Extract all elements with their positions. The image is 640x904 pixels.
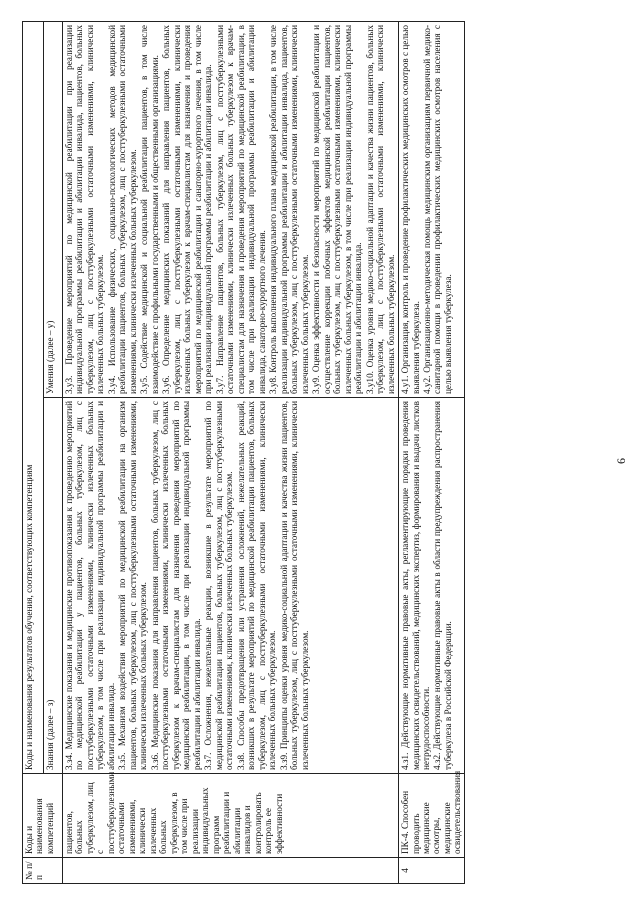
knowledge-item: 3.з6. Медицинские показания для направления пациентов, больных туберкулезом, лиц с посттуберкулезными остаточными изменениями, клинически излеченных больных туберкулезом к врачам-специалистам для назначения проведения мероприятий по медицинской реабилитации, в том числе при реализации индивидуальной программы реабилитации и абилитации инвалида.: [149, 401, 202, 770]
page-number: 6: [614, 458, 628, 464]
skill-item: 3.у7. Направление пациентов, больных туберкулезом, лиц с посттуберкулезными остаточными изменениями, клинически излеченных больных туберкулезом к врачам-специалистам для назначения и проведения мероприятий по медицинской реабилитации, в том числе при реализации индивидуальной программы реабилитации и абилитации инвалида, санаторно-курортного лечения.: [214, 24, 267, 394]
skill-item: 3.у10. Оценка уровня медико-социальной адаптации и качества жизни пациентов, больных туберкулезом, лиц с посттуберкулезными остаточными изменениями, клинически излеченных больных туберкулезом.: [364, 24, 396, 394]
skill-item: 3.у4. Использование физических, социально-психологических методов медицинской реабилитации пациентов, больных туберкулезом, лиц с посттуберкулезными остаточными изменениями, клинически излеченных больных туберкулезом.: [106, 24, 138, 394]
knowledge-cell: [63, 398, 399, 774]
knowledge-item: 4.з1. Действующие нормативные правовые акты, регламентирующие порядки проведения медицинских освидетельствований, медицинских экспертиз, формирования и выдачи листков нетрудоспособности.: [400, 401, 431, 770]
skills-cell: [399, 21, 465, 397]
header-skills: Умения (далее – у): [44, 21, 63, 397]
knowledge-item: 3.з8. Способы предотвращения или устранения осложнений, нежелательных реакций, возникших в результате мероприятий по медицинской реабилитации пациентов, больных туберкулезом, лиц с посттуберкулезными остаточными изменениями, клинически излеченных больных туберкулезом.: [235, 401, 278, 770]
table-header-row-2: [44, 21, 63, 883]
header-results: Коды и наименования результатов обучения, соответствующих компетенциям: [23, 21, 44, 773]
competency-cell: пациентов, больных туберкулезом, лиц с посттуберкулезными остаточными изменениями, клинически излеченных больных туберкулезом, в том числе при реализации индивидуальных программ реабилитации и абилитации инвалидов и контролировать контроль ее эффективности: [63, 774, 399, 858]
table-header-row-1: [23, 21, 44, 883]
skill-item: 3.у9. Оценка эффективности и безопасности мероприятий по медицинской реабилитации и осуществление коррекции побочных эффектов медицинской реабилитации пациентов, больных туберкулезом, лиц с посттуберкулезными остаточными изменениями, клинически излеченных больных туберкулезом, в том числе при реализации индивидуальной программы реабилитации и абилитации инвалида.: [311, 24, 364, 394]
knowledge-cell: [399, 398, 465, 774]
knowledge-item: 3.з4. Медицинские показания и медицинские противопоказания к проведению мероприятий по медицинской реабилитации у пациентов, больных туберкулезом, лиц с посттуберкулезными остаточными изменениями, клинически излеченных больных туберкулезом, в том числе при реализации индивидуальной программы реабилитации и абилитации инвалида.: [64, 401, 116, 770]
competency-table: [22, 21, 465, 884]
knowledge-item: 3.з5. Механизм воздействия мероприятий по медицинской реабилитации на организм пациентов, больных туберкулезом, лиц с посттуберкулезными остаточными изменениями, клинически излеченных больных туберкулезом.: [117, 401, 149, 770]
competency-cell: ПК-4. Способен проводить медицинские осмотры, медицинские освидетельствования: [399, 774, 465, 858]
knowledge-item: 3.з9. Принципы оценки уровня медико-социальной адаптации и качества жизни пациентов, больных туберкулезом, лиц с посттуберкулезными остаточными изменениями, клинически излеченных больных туберкулезом.: [278, 401, 310, 770]
skill-item: 3.у5. Содействие медицинской и социальной реабилитации пациентов, в том числе взаимодействие с профильными государственными и общественными организациями.: [139, 24, 160, 394]
header-knowledge: Знания (далее – з): [44, 398, 63, 774]
row-number: [63, 858, 399, 884]
skill-item: 4.у1. Организация, контроль и проведение профилактических медицинских осмотров с целью выявления туберкулеза.: [400, 24, 421, 394]
header-competency: Коды и наименования компетенций: [23, 774, 63, 858]
knowledge-item: 4.з2. Действующие нормативные правовые акты в области предупреждения распространения туберкулеза в Российской Федерации.: [432, 401, 453, 770]
row-number: 4: [399, 858, 465, 884]
header-number: № п/п: [23, 858, 63, 884]
skill-item: 3.у6. Определение медицинских показаний для направления пациентов, больных туберкулезом, лиц с посттуберкулезными остаточными изменениями, клинически излеченных больных туберкулезом к врачам-специалистам для назначения и проведения мероприятий по медицинской реабилитации и санаторно-курортного лечения, в том числе при реализации индивидуальной программы реабилитации и абилитации инвалида.: [161, 24, 214, 394]
skill-item: 3.у3. Проведение мероприятий по медицинской реабилитации при реализации индивидуальной программы реабилитации и абилитации инвалида, пациентов, больных туберкулезом, лиц с посттуберкулезными остаточными изменениями, клинически излеченных больных туберкулезом.: [64, 24, 106, 394]
table-row: [63, 21, 399, 883]
knowledge-item: 3.з7. Осложнения, нежелательные реакции, возникшие в результате мероприятий по медицинской реабилитации пациентов, больных туберкулезом, лиц с посттуберкулезными остаточными изменениями, клинически излеченных больных туберкулезом.: [203, 401, 235, 770]
skill-item: 3.у8. Контроль выполнения индивидуального плана медицинской реабилитации, в том числе реализации индивидуальной программы реабилитации и абилитации инвалида, пациентов, больных туберкулезом, лиц с посттуберкулезными остаточными изменениями, клинически излеченных больных туберкулезом.: [268, 24, 310, 394]
table-row: [399, 21, 465, 883]
skills-cell: [63, 21, 399, 397]
skill-item: 4.у2. Организационно-методическая помощь медицинским организациям первичной медико-санитарной помощи в проведении профилактических медицинских осмотров населения с целью выявления туберкулеза.: [421, 24, 453, 394]
